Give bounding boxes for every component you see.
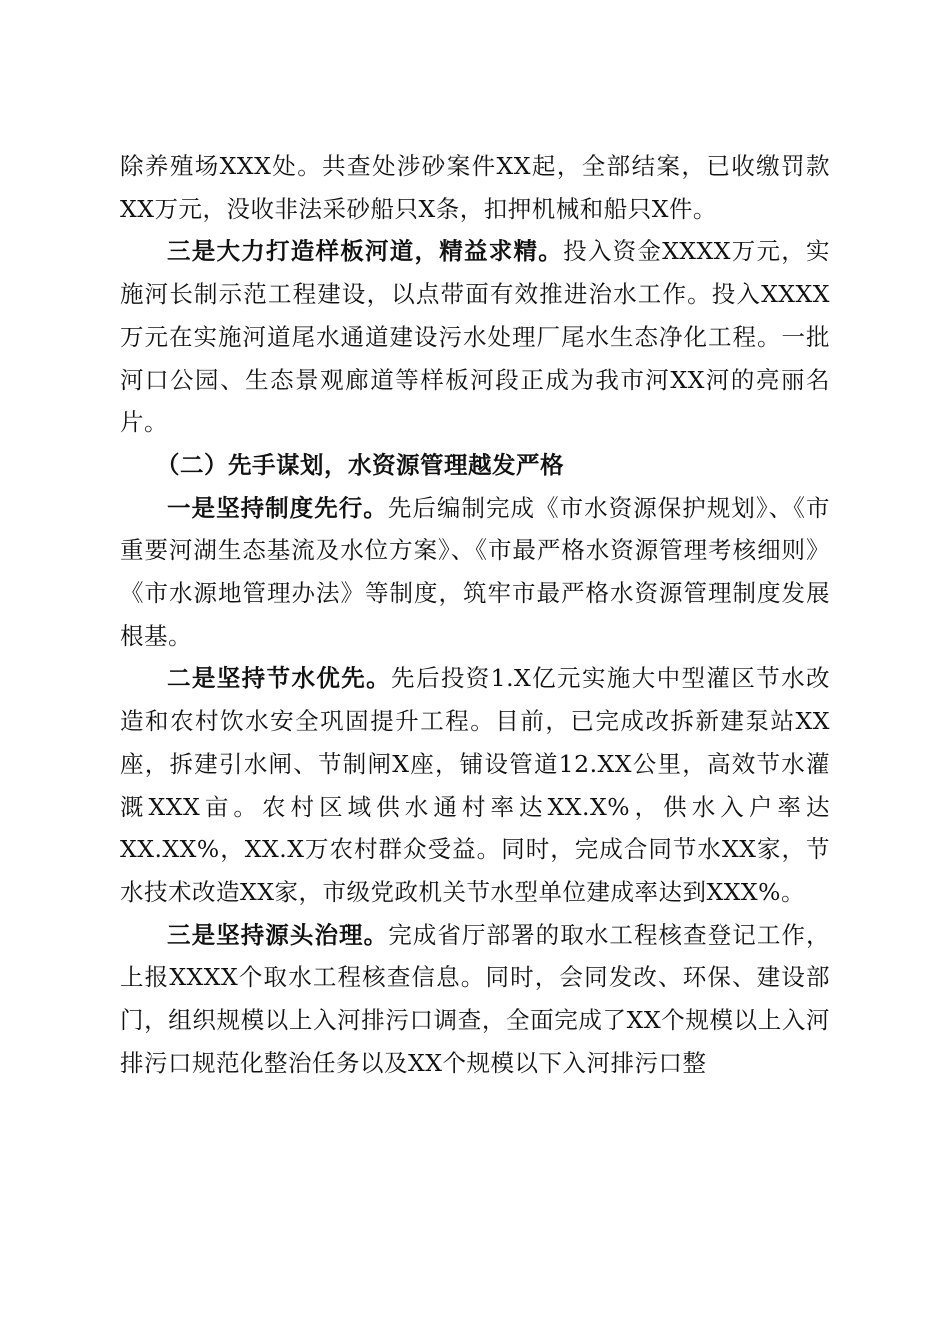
paragraph-source-governance xyxy=(120,914,830,1085)
paragraph-text: 除养殖场XXX处。共查处涉砂案件XX起，全部结案，已收缴罚款XX万元，没收非法采砂船只X条，扣押机械和船只X件。 xyxy=(120,152,830,223)
paragraph-text: 完成省厅部署的取水工程核查登记工作，上报XXXX个取水工程核查信息。同时，会同发改、环保、建设部门，组织规模以上入河排污口调查，全面完成了XX个规模以上入河排污口规范化整治任务以及XX个规模以下入河排污口整 xyxy=(120,920,831,1077)
paragraph-sample-river xyxy=(120,230,830,444)
paragraph-continuation xyxy=(120,145,830,230)
paragraph-lead: 二是坚持节水优先。 xyxy=(167,664,392,693)
paragraph-text: 先后投资1.X亿元实施大中型灌区节水改造和农村饮水安全巩固提升工程。目前，已完成改拆新建泵站XX座，拆建引水闸、节制闸X座，铺设管道12.XX公里，高效节水灌溉XXX亩。农村区域供水通村率达XX.X%，供水入户率达XX.XX%，XX.X万农村群众受益。同时，完成合同节水XX家，节水技术改造XX家，市级党政机关节水型单位建成率达到XXX%。 xyxy=(120,664,830,906)
paragraph-text: 先后编制完成《市水资源保护规划》、《市重要河湖生态基流及水位方案》、《市最严格水资源管理考核细则》《市水源地管理办法》等制度，筑牢市最严格水资源管理制度发展根基。 xyxy=(120,493,831,650)
paragraph-lead: 一是坚持制度先行。 xyxy=(167,493,388,522)
paragraph-text: 投入资金XXXX万元，实施河长制示范工程建设，以点带面有效推进治水工作。投入XXXX万元在实施河道尾水通道建设污水处理厂尾水生态净化工程。一批河口公园、生态景观廊道等样板河段正成为我市河XX河的亮丽名片。 xyxy=(120,237,831,437)
document-body xyxy=(120,145,830,1084)
paragraph-lead: 三是大力打造样板河道，精益求精。 xyxy=(167,237,564,266)
paragraph-system-first xyxy=(120,487,830,658)
section-heading: （二）先手谋划，水资源管理越发严格 xyxy=(156,450,564,479)
paragraph-water-saving xyxy=(120,657,830,913)
paragraph-lead: 三是坚持源头治理。 xyxy=(167,920,389,949)
